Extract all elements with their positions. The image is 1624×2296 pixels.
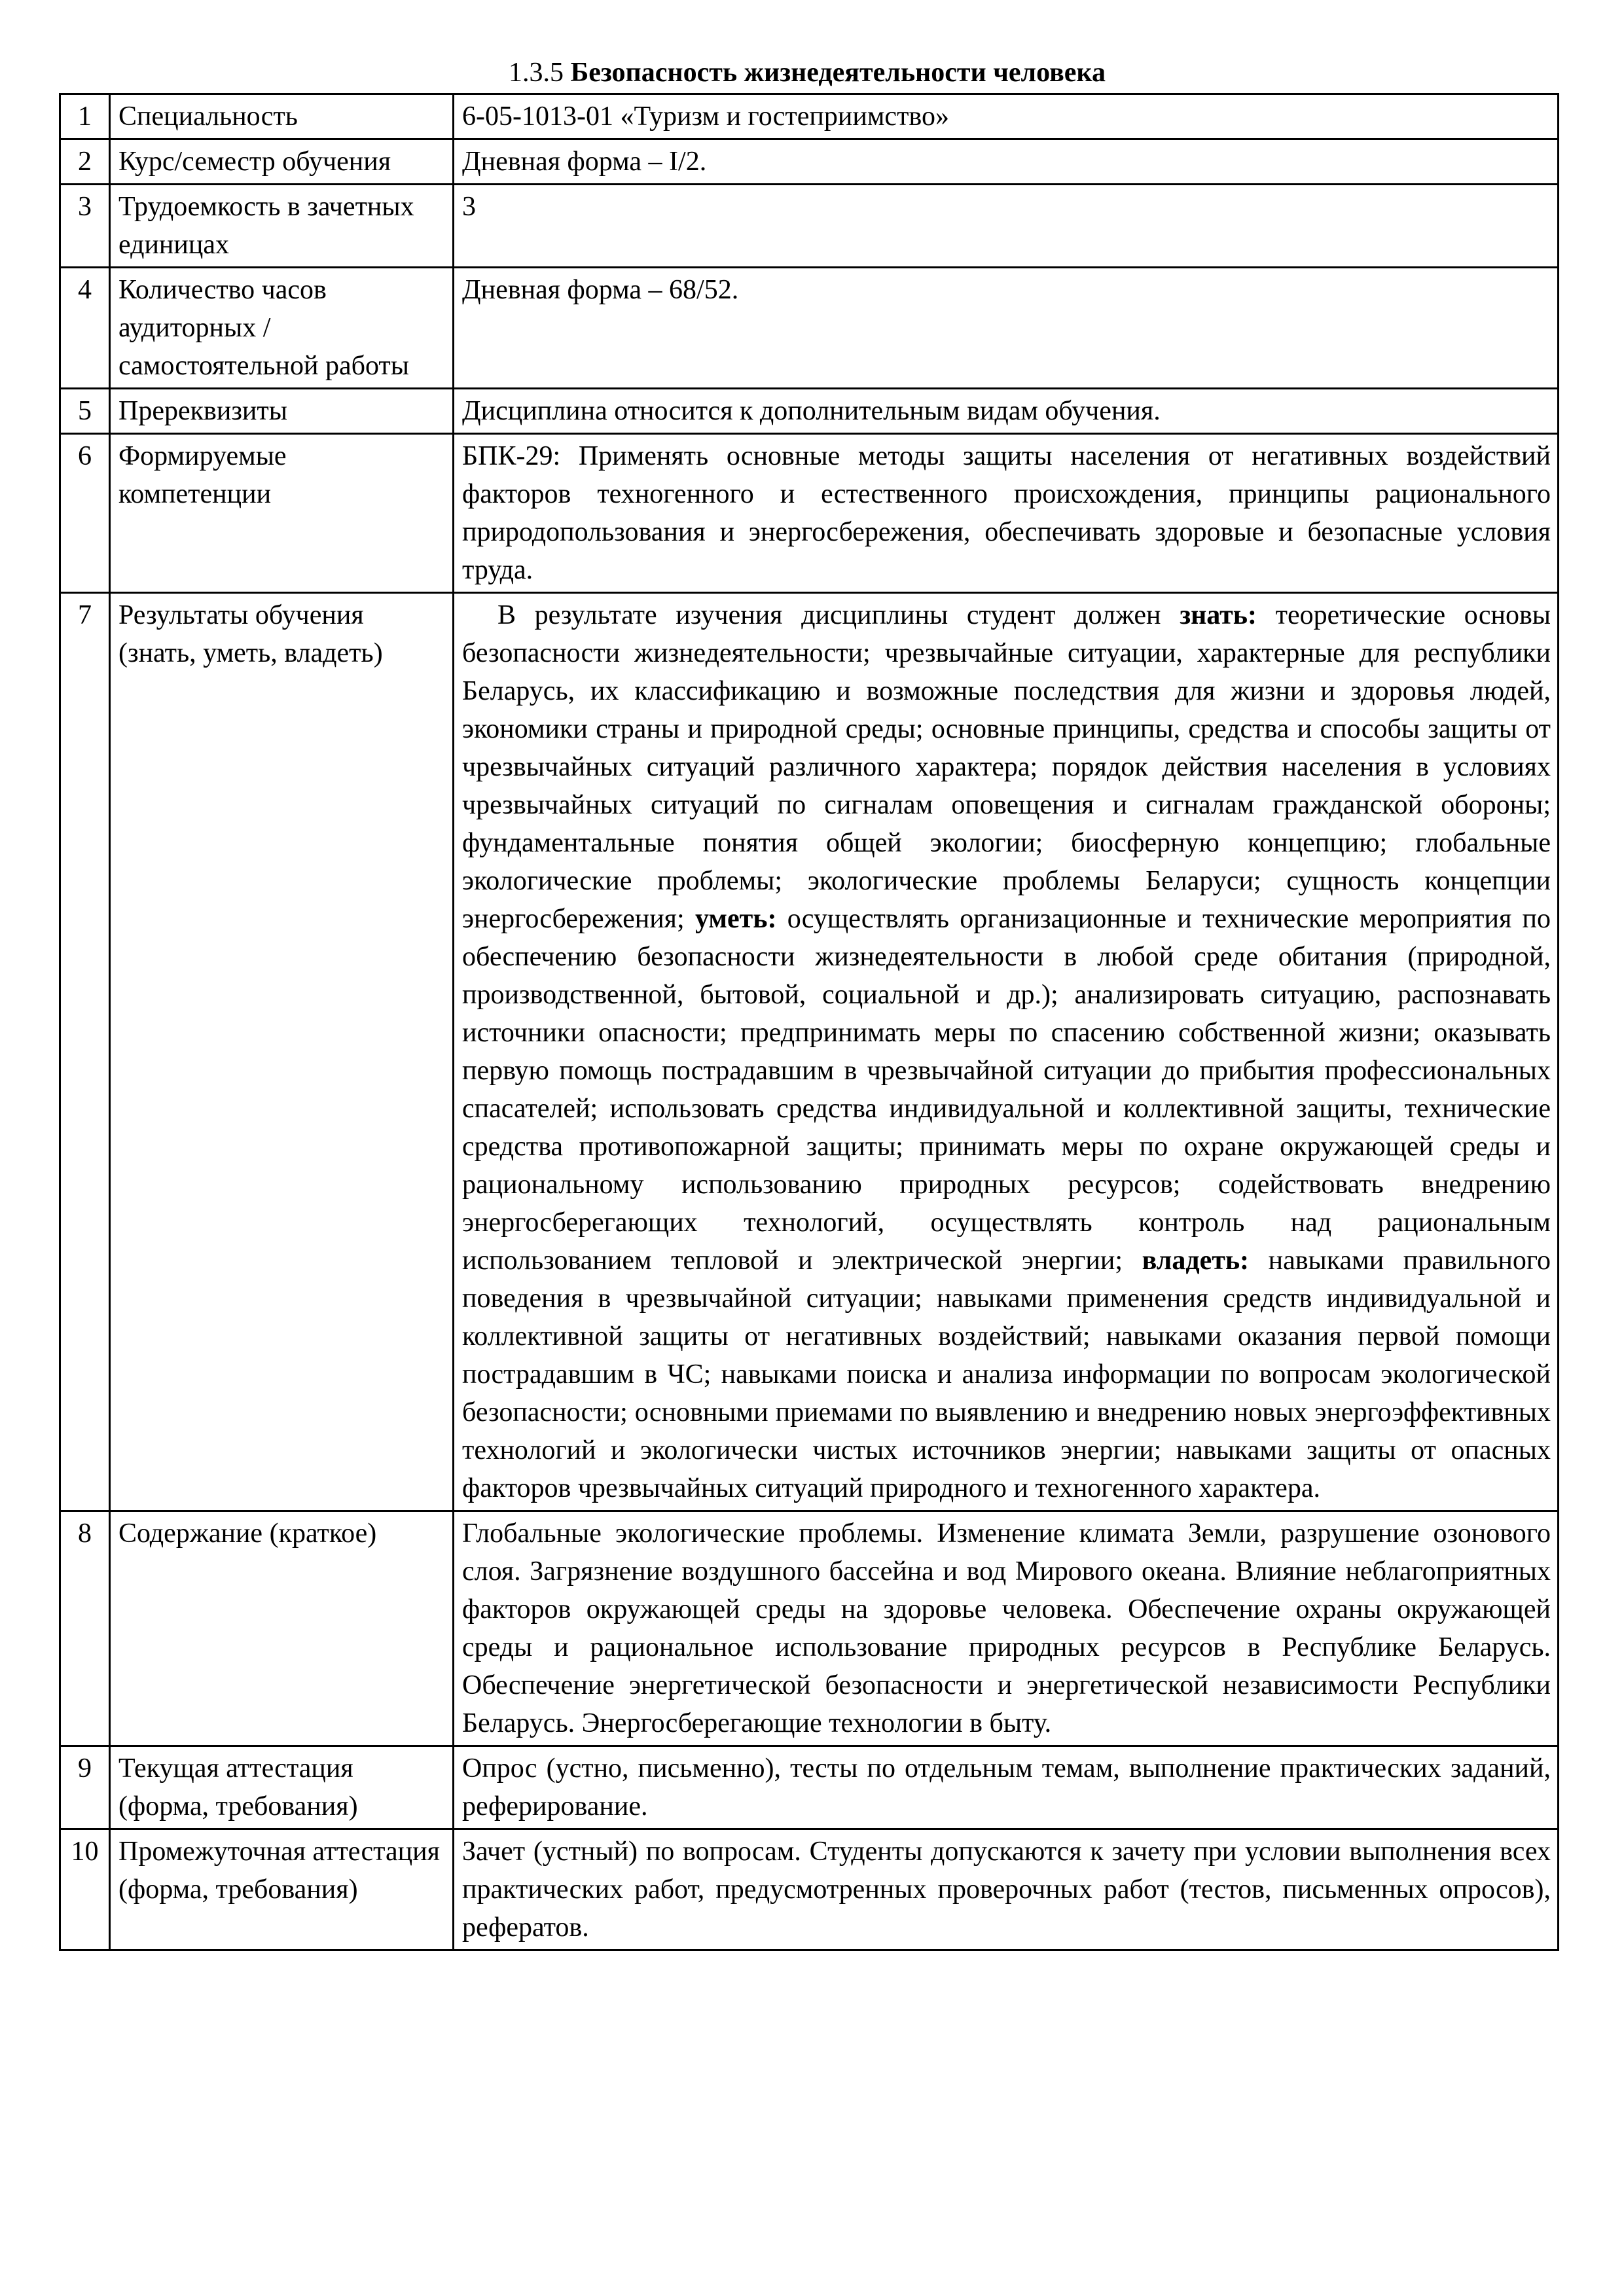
row-label: Текущая аттестация (форма, требования) [110, 1746, 454, 1829]
table-row [60, 389, 1559, 434]
know-keyword: знать: [1180, 600, 1257, 630]
learning-outcomes-text [454, 593, 1559, 1511]
row-label: Формируемые компетенции [110, 434, 454, 593]
outcomes-intro: В результате изучения дисциплины студент должен [497, 600, 1180, 630]
row-number: 4 [60, 268, 110, 389]
row-value: Дневная форма – I/2. [454, 139, 1559, 185]
row-value: Зачет (устный) по вопросам. Студенты допускаются к зачету при условии выполнения всех практических работ, предусмотренных проверочных работ (тестов, письменных опросов), рефератов. [454, 1829, 1559, 1950]
row-label: Содержание (краткое) [110, 1511, 454, 1746]
title-number: 1.3.5 [509, 58, 571, 88]
row-label: Промежуточная аттестация (форма, требования) [110, 1829, 454, 1950]
title-text: Безопасность жизнедеятельности человека [570, 58, 1106, 88]
know-text: теоретические основы безопасности жизнедеятельности; чрезвычайные ситуации, характерные для республики Беларусь, их классификацию и возможные последствия для жизни и здоровья людей, экономики страны и природной среды; основные принципы, средства и способы защиты от чрезвычайных ситуаций различного характера; порядок действия населения в условиях чрезвычайных ситуаций по сигналам оповещения и сигналам гражданской обороны; фундаментальные понятия общей экологии; биосферную концепцию; глобальные экологические проблемы; экологические проблемы Беларуси; сущность концепции энергосбережения; [462, 600, 1551, 934]
row-label: Пререквизиты [110, 389, 454, 434]
row-number: 10 [60, 1829, 110, 1950]
can-text: осуществлять организационные и технические мероприятия по обеспечению безопасности жизнедеятельности в любой среде обитания (природной, производственной, бытовой, социальной и др.); анализировать ситуацию, распознавать источники опасности; предпринимать меры по спасению собственной жизни; оказывать первую помощь пострадавшим в чрезвычайной ситуации до прибытия профессиональных спасателей; использовать средства индивидуальной и коллективной защиты, технические средства противопожарной защиты; принимать меры по охране окружающей среды и рациональному использованию природных ресурсов; содействовать внедрению энергосберегающих технологий, осуществлять контроль над рациональным использованием тепловой и электрической энергии; [462, 904, 1551, 1276]
table-row [60, 139, 1559, 185]
row-number: 9 [60, 1746, 110, 1829]
can-keyword: уметь: [695, 904, 777, 934]
table-row [60, 1511, 1559, 1746]
table-row [60, 593, 1559, 1511]
row-number: 6 [60, 434, 110, 593]
row-label: Курс/семестр обучения [110, 139, 454, 185]
table-row [60, 1746, 1559, 1829]
table-row [60, 94, 1559, 139]
row-number: 3 [60, 185, 110, 268]
row-number: 7 [60, 593, 110, 1511]
row-value: 3 [454, 185, 1559, 268]
discipline-info-table [59, 93, 1559, 1951]
row-value: 6-05-1013-01 «Туризм и гостеприимство» [454, 94, 1559, 139]
own-keyword: владеть: [1142, 1246, 1250, 1276]
row-value: Опрос (устно, письменно), тесты по отдельным темам, выполнение практических заданий, реферирование. [454, 1746, 1559, 1829]
own-text: навыками правильного поведения в чрезвычайной ситуации; навыками применения средств индивидуальной и коллективной защиты от негативных воздействий; навыками оказания первой помощи пострадавшим в ЧС; навыками поиска и анализа информации по вопросам экологической безопасности; основными приемами по выявлению и внедрению новых энергоэффективных технологий и экологически чистых источников энергии; навыками защиты от опасных факторов чрезвычайных ситуаций природного и техногенного характера. [462, 1246, 1551, 1503]
row-number: 8 [60, 1511, 110, 1746]
row-label: Результаты обучения (знать, уметь, владеть) [110, 593, 454, 1511]
row-number: 5 [60, 389, 110, 434]
row-label: Специальность [110, 94, 454, 139]
row-number: 1 [60, 94, 110, 139]
table-row [60, 268, 1559, 389]
row-number: 2 [60, 139, 110, 185]
row-value: БПК-29: Применять основные методы защиты населения от негативных воздействий факторов техногенного и естественного происхождения, принципы рационального природопользования и энергосбережения, обеспечивать здоровые и безопасные условия труда. [454, 434, 1559, 593]
row-value: Глобальные экологические проблемы. Изменение климата Земли, разрушение озонового слоя. Загрязнение воздушного бассейна и вод Мирового океана. Влияние неблагоприятных факторов окружающей среды на здоровье человека. Обеспечение охраны окружающей среды и рациональное использование природных ресурсов в Республике Беларусь. Обеспечение энергетической безопасности и энергетической независимости Республики Беларусь. Энергосберегающие технологии в быту. [454, 1511, 1559, 1746]
row-value: Дневная форма – 68/52. [454, 268, 1559, 389]
row-value: Дисциплина относится к дополнительным видам обучения. [454, 389, 1559, 434]
document-title [59, 55, 1555, 90]
row-label: Количество часов аудиторных / самостоятельной работы [110, 268, 454, 389]
table-row [60, 434, 1559, 593]
table-row [60, 1829, 1559, 1950]
table-row [60, 185, 1559, 268]
row-label: Трудоемкость в зачетных единицах [110, 185, 454, 268]
